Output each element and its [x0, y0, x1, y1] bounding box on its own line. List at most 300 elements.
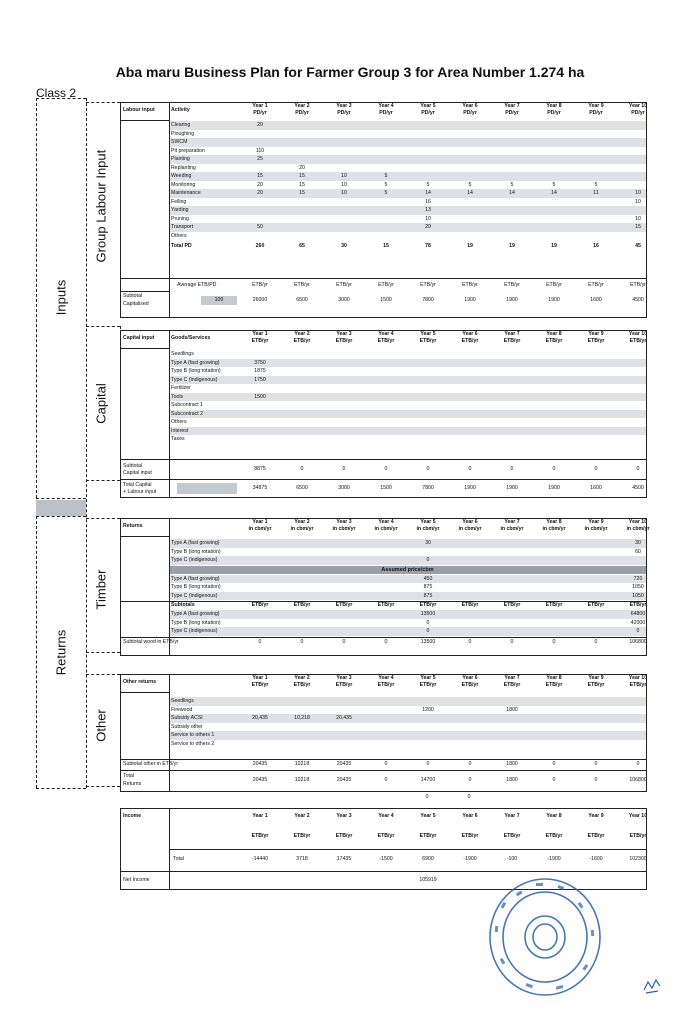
col-divider: [169, 675, 170, 791]
other-returns-table: [120, 674, 647, 792]
year-header: [239, 519, 281, 533]
cell-value: 20: [425, 224, 431, 230]
cell-value: 1900: [506, 297, 518, 303]
year-label: Year 8: [546, 675, 562, 681]
year-label: Year 3: [336, 331, 352, 337]
cell-value: 10: [635, 215, 641, 222]
cell-value: 0: [552, 638, 556, 645]
cell-value: 45: [635, 243, 641, 249]
year-unit: PD/yr: [463, 110, 477, 116]
cell-value: ETB/yr: [378, 282, 394, 288]
year-unit: ETB/yr: [251, 833, 269, 839]
subtotal-label: Subtotal: [123, 463, 143, 469]
cell-value: 1500: [380, 297, 392, 303]
row-label: Planting: [171, 156, 190, 162]
cell-value: 5: [552, 181, 556, 188]
cell-value: 15: [299, 173, 305, 179]
cell-value: 14: [551, 190, 557, 196]
table-row: [121, 350, 646, 359]
year-label: Year 4: [378, 103, 394, 109]
row-label: Subsidy other: [171, 723, 203, 730]
row-label: Type A (fast growing): [171, 540, 220, 546]
row-group-label: Subtotal wood in ETB/yr: [123, 638, 179, 645]
cell-value: 1500: [254, 393, 266, 400]
year-label: Year 9: [588, 519, 604, 525]
cell-value: 5: [384, 190, 388, 196]
table-row: [121, 130, 646, 139]
row-label: Type B (long rotation): [171, 584, 221, 590]
year-header: [491, 519, 533, 533]
cell-value: 34875: [252, 485, 268, 491]
year-label: Year 5: [420, 331, 436, 337]
year-label: Year 8: [546, 519, 562, 525]
table-row: [121, 427, 646, 436]
cell-value: 0: [594, 638, 598, 645]
cell-value: 10,218: [294, 715, 310, 721]
cell-value: 7800: [422, 485, 434, 491]
row-label: Others: [171, 232, 187, 239]
row-label: Interest: [171, 427, 189, 434]
table-row: [121, 556, 646, 565]
year-header: [407, 331, 449, 345]
price-header: Assumed price/cbm: [169, 566, 646, 574]
year-label: Year 1: [252, 331, 268, 337]
row-label: Subtotals: [171, 602, 195, 608]
cell-value: 16: [425, 198, 431, 205]
year-label: Year 6: [462, 675, 478, 681]
cell-value: 10218: [294, 761, 310, 767]
year-unit: ETB/yr: [461, 682, 479, 688]
cell-value: 1900: [548, 485, 560, 491]
cell-value: 0: [594, 466, 598, 472]
year-label: Year 1: [252, 519, 268, 525]
capital-input-table: [120, 330, 647, 498]
row-label: Type A (fast growing): [171, 575, 220, 582]
cell-value: 19: [551, 243, 557, 249]
year-unit: ETB/yr: [545, 682, 563, 688]
year-unit: ETB/yr: [293, 338, 311, 344]
year-label: Year 10: [628, 813, 648, 819]
year-label: Year 7: [504, 103, 520, 109]
row-label: Subcontract 1: [171, 402, 204, 408]
cell-value: 26000: [252, 297, 268, 303]
row-label: Total PD: [171, 243, 192, 249]
year-unit: in cbm/yr: [584, 526, 608, 532]
cell-value: ETB/yr: [503, 602, 521, 608]
cell-value: 10: [341, 173, 347, 179]
row-label: Firewood: [171, 706, 193, 713]
row-label: Type C (indigenous): [171, 592, 218, 599]
cell-value: 106800: [629, 777, 647, 783]
cell-value: ETB/yr: [294, 282, 310, 288]
cell-value: 13500: [420, 638, 436, 645]
year-unit: ETB/yr: [461, 338, 479, 344]
row-label: Subsidy ACSI: [171, 715, 203, 721]
capitalised-label: Capitalised: [123, 301, 149, 307]
year-header: [617, 331, 659, 345]
row-divider: [121, 871, 646, 872]
year-header: [617, 519, 659, 533]
year-header: [533, 675, 575, 689]
pen-mark: [640, 974, 664, 996]
year-unit: ETB/yr: [545, 833, 563, 839]
table-row: [121, 359, 646, 368]
cell-value: 106800: [629, 638, 647, 645]
table-row: [121, 714, 646, 723]
average-value: 100: [201, 296, 237, 305]
year-header: [323, 103, 365, 117]
cell-value: 3718: [296, 856, 308, 862]
table-row: [121, 164, 646, 173]
year-unit: ETB/yr: [503, 833, 521, 839]
row-label: Type A (fast growing): [171, 611, 220, 617]
col-divider: [169, 331, 170, 497]
year-header: [323, 675, 365, 689]
row-label: Subcontract 2: [171, 410, 204, 417]
cell-value: 16: [593, 243, 599, 249]
table-row: [121, 619, 646, 628]
cell-value: 20435: [336, 761, 352, 767]
cell-value: 13500: [420, 611, 436, 617]
cell-value: 0: [384, 466, 388, 472]
year-unit: PD/yr: [547, 110, 561, 116]
year-header: [449, 675, 491, 689]
year-unit: in cbm/yr: [416, 526, 440, 532]
cell-value: -1900: [463, 856, 477, 862]
cell-value: 0: [636, 466, 640, 472]
year-header: [491, 675, 533, 689]
cell-value: 1900: [464, 485, 476, 491]
cell-value: ETB/yr: [335, 602, 353, 608]
cell-value: 0: [384, 761, 388, 767]
cell-value: 15: [299, 190, 305, 196]
cell-value: 10218: [294, 777, 310, 783]
cell-value: 0: [300, 466, 304, 472]
year-label: Year 8: [546, 103, 562, 109]
cell-value: 13: [425, 207, 431, 213]
year-label: Year 3: [336, 103, 352, 109]
year-label: Year 3: [336, 519, 352, 525]
table-row: [121, 627, 646, 636]
table-row: [121, 198, 646, 207]
official-stamp: [486, 874, 604, 1000]
year-unit: in cbm/yr: [332, 526, 356, 532]
year-header: [281, 331, 323, 345]
cell-value: 3750: [254, 359, 266, 366]
timber-returns-table: [120, 518, 650, 656]
year-label: Year 2: [294, 675, 310, 681]
table-row: [121, 155, 646, 164]
row-label: Type B (long rotation): [171, 368, 221, 374]
year-label: Year 4: [378, 519, 394, 525]
header-row: [121, 519, 650, 535]
cell-value: -1900: [547, 856, 561, 862]
year-unit: in cbm/yr: [542, 526, 566, 532]
year-header: [617, 103, 659, 117]
table-row: [121, 281, 646, 290]
cell-value: 0: [258, 638, 262, 645]
row-label: Total: [173, 856, 184, 862]
table-row: [121, 548, 646, 557]
row-label: Maintenance: [171, 190, 201, 196]
cell-value: 875: [423, 584, 433, 590]
row-label: Ploughing: [171, 130, 195, 137]
cell-value: 0: [426, 628, 430, 634]
cell-value: 5: [594, 181, 598, 188]
year-header: [575, 331, 617, 345]
cell-value: 15: [383, 243, 389, 249]
row-divider: [169, 849, 646, 850]
row-label: Pit preparation: [171, 147, 205, 154]
row-label: Yarding: [171, 207, 189, 213]
cell-value: 720: [633, 575, 643, 582]
year-label: Year 4: [378, 331, 394, 337]
year-header: [575, 103, 617, 117]
year-unit: PD/yr: [337, 110, 351, 116]
row-label: Average ETB/PD: [177, 282, 217, 288]
table-row: [121, 138, 646, 147]
cell-value: 6500: [296, 297, 308, 303]
year-label: Year 7: [504, 813, 520, 819]
cell-value: 64800: [630, 611, 646, 617]
cell-value: 14700: [420, 777, 436, 783]
year-label: Year 7: [504, 519, 520, 525]
table-row: [121, 181, 646, 190]
cell-value: 0: [510, 466, 514, 472]
table-row: [121, 189, 646, 198]
cell-value: 3000: [338, 485, 350, 491]
cell-value: 3000: [338, 297, 350, 303]
year-header: [407, 675, 449, 689]
header-first-col: Labour input: [123, 107, 155, 113]
year-header: [449, 519, 491, 533]
year-unit: ETB/yr: [629, 682, 647, 688]
subtotal-label-2: Capital input: [123, 470, 152, 476]
year-label: Year 7: [504, 331, 520, 337]
cell-value: 20435: [252, 761, 268, 767]
cell-value: 20: [299, 164, 305, 171]
year-unit: PD/yr: [589, 110, 603, 116]
row-label: Others: [171, 419, 187, 425]
cell-value: 0: [426, 466, 430, 472]
cell-value: ETB/yr: [545, 602, 563, 608]
year-label: Year 7: [504, 675, 520, 681]
year-unit: PD/yr: [631, 110, 645, 116]
row-label: Clearing: [171, 122, 191, 128]
year-label: Year 10: [628, 331, 648, 337]
year-label: Year 2: [294, 813, 310, 819]
year-unit: PD/yr: [295, 110, 309, 116]
year-label: Year 1: [252, 813, 268, 819]
cell-value: 20: [257, 122, 263, 128]
year-label: Year 2: [294, 519, 310, 525]
header-row: [121, 675, 646, 691]
year-label: Year 6: [462, 331, 478, 337]
year-label: Year 6: [462, 103, 478, 109]
table-row: [121, 367, 646, 376]
other-side-label: Other: [93, 709, 109, 742]
cell-value: 0: [300, 638, 304, 645]
year-unit: ETB/yr: [419, 833, 437, 839]
cell-value: 14: [467, 190, 473, 196]
cell-value: 0: [594, 777, 598, 783]
year-label: Year 4: [378, 675, 394, 681]
table-row: [121, 610, 646, 619]
year-label: Year 8: [546, 331, 562, 337]
year-header: [365, 675, 407, 689]
class-label: Class 2: [36, 86, 77, 100]
cell-value: 0: [426, 761, 430, 767]
cell-value: ETB/yr: [587, 602, 605, 608]
year-label: Year 5: [420, 519, 436, 525]
year-unit: ETB/yr: [419, 682, 437, 688]
cell-value: 20,435: [252, 715, 268, 721]
cell-value: 5: [384, 181, 388, 188]
table-row: [121, 539, 646, 548]
capital-side-label: Capital: [93, 383, 109, 424]
year-unit: ETB/yr: [587, 682, 605, 688]
cell-value: 1500: [380, 485, 392, 491]
year-unit: ETB/yr: [545, 338, 563, 344]
table-row: [121, 410, 646, 419]
row-label: Type A (fast growing): [171, 359, 220, 366]
group-labour-side-label: Group Labour Input: [93, 149, 109, 263]
year-unit: in cbm/yr: [626, 526, 650, 532]
cell-value: 1050: [632, 584, 644, 590]
cell-value: ETB/yr: [377, 602, 395, 608]
year-label: Year 10: [628, 675, 648, 681]
row-divider: [121, 348, 169, 349]
table-row: [121, 601, 646, 610]
returns-side-label: Returns: [53, 629, 69, 676]
year-header: [365, 519, 407, 533]
table-row: [121, 723, 646, 732]
cell-value: 0: [468, 777, 472, 783]
cell-value: 7800: [422, 297, 434, 303]
cell-value: ETB/yr: [504, 282, 520, 288]
table-row: [121, 223, 646, 232]
cell-value: ETB/yr: [461, 602, 479, 608]
table-row: [121, 401, 646, 410]
year-label: Year 3: [336, 675, 352, 681]
year-unit: ETB/yr: [587, 833, 605, 839]
cell-value: 4500: [632, 297, 644, 303]
capital-subtotal-row: [121, 462, 646, 478]
row-label: Tools: [171, 393, 184, 400]
table-row: [121, 206, 646, 215]
row-divider: [121, 536, 169, 537]
year-unit: PD/yr: [253, 110, 267, 116]
header-row: [121, 331, 646, 347]
returns-label: Returns: [123, 781, 142, 787]
cell-value: ETB/yr: [419, 602, 437, 608]
table-row: [121, 731, 646, 740]
year-header: [491, 331, 533, 345]
row-label: Type C (indigenous): [171, 628, 218, 634]
total-label: Total Capital: [123, 482, 152, 488]
cell-value: 14: [425, 190, 431, 196]
table-row: [121, 172, 646, 181]
cell-value: ETB/yr: [251, 602, 269, 608]
row-label: Type C (indigenous): [171, 557, 218, 563]
total-pd-row: [121, 242, 646, 251]
year-header: [575, 675, 617, 689]
header-first-col: Other returns: [123, 679, 157, 685]
row-divider: [121, 770, 646, 771]
cell-value: 110: [255, 147, 265, 154]
row-label: Monitoring: [171, 181, 196, 188]
year-label: Year 5: [420, 675, 436, 681]
row-divider: [121, 459, 646, 460]
inputs-side-label: Inputs: [53, 279, 69, 316]
year-header: [491, 103, 533, 117]
year-unit: ETB/yr: [377, 833, 395, 839]
year-label: Year 2: [294, 103, 310, 109]
table-row: [121, 418, 646, 427]
shaded-cell: [177, 483, 237, 494]
cell-value: 1900: [506, 485, 518, 491]
cell-value: 0: [552, 777, 556, 783]
year-header: [533, 103, 575, 117]
year-unit: ETB/yr: [629, 833, 647, 839]
row-label: Transport: [171, 224, 194, 230]
cell-value: 5: [468, 181, 472, 188]
cell-value: 0: [468, 638, 472, 645]
year-unit: ETB/yr: [251, 682, 269, 688]
year-header: [323, 331, 365, 345]
year-header: [449, 331, 491, 345]
year-unit: ETB/yr: [251, 338, 269, 344]
cell-value: 10: [341, 181, 347, 188]
subtotal-other-row: [121, 760, 646, 769]
capital-total-row: [121, 481, 646, 497]
total-label-2: + Labour input: [123, 489, 157, 495]
cell-value: 1800: [506, 777, 518, 783]
year-label: Year 1: [252, 103, 268, 109]
year-label: Year 10: [628, 103, 648, 109]
year-header: [365, 103, 407, 117]
table-row: [121, 706, 646, 715]
cell-value: 4500: [632, 485, 644, 491]
year-header: [281, 519, 323, 533]
year-header: [239, 331, 281, 345]
row-label: Type C (indigenous): [171, 376, 218, 383]
cell-value: 0: [594, 761, 598, 767]
year-unit: PD/yr: [379, 110, 393, 116]
row-label: Pruning: [171, 215, 189, 222]
header-second-col: Goods/Services: [171, 335, 211, 341]
table-row: [121, 215, 646, 224]
cell-value: 0: [636, 761, 640, 767]
cell-value: 5: [426, 181, 430, 188]
income-label: Income: [123, 813, 142, 819]
cell-value: 0: [342, 638, 346, 645]
year-label: Year 3: [336, 813, 352, 819]
year-unit: ETB/yr: [335, 833, 353, 839]
table-row: [121, 376, 646, 385]
cell-value: 20435: [336, 777, 352, 783]
cell-value: 1900: [464, 297, 476, 303]
row-group-label: Subtotal other in ETB/yr: [123, 761, 179, 767]
cell-value: 5: [510, 181, 514, 188]
total-label: Total: [123, 773, 134, 779]
cell-value: 0: [467, 794, 471, 800]
row-label: Service to others 2: [171, 740, 215, 747]
cell-value: 102300: [629, 856, 647, 862]
year-unit: ETB/yr: [419, 338, 437, 344]
year-unit: ETB/yr: [503, 682, 521, 688]
year-unit: ETB/yr: [293, 833, 311, 839]
